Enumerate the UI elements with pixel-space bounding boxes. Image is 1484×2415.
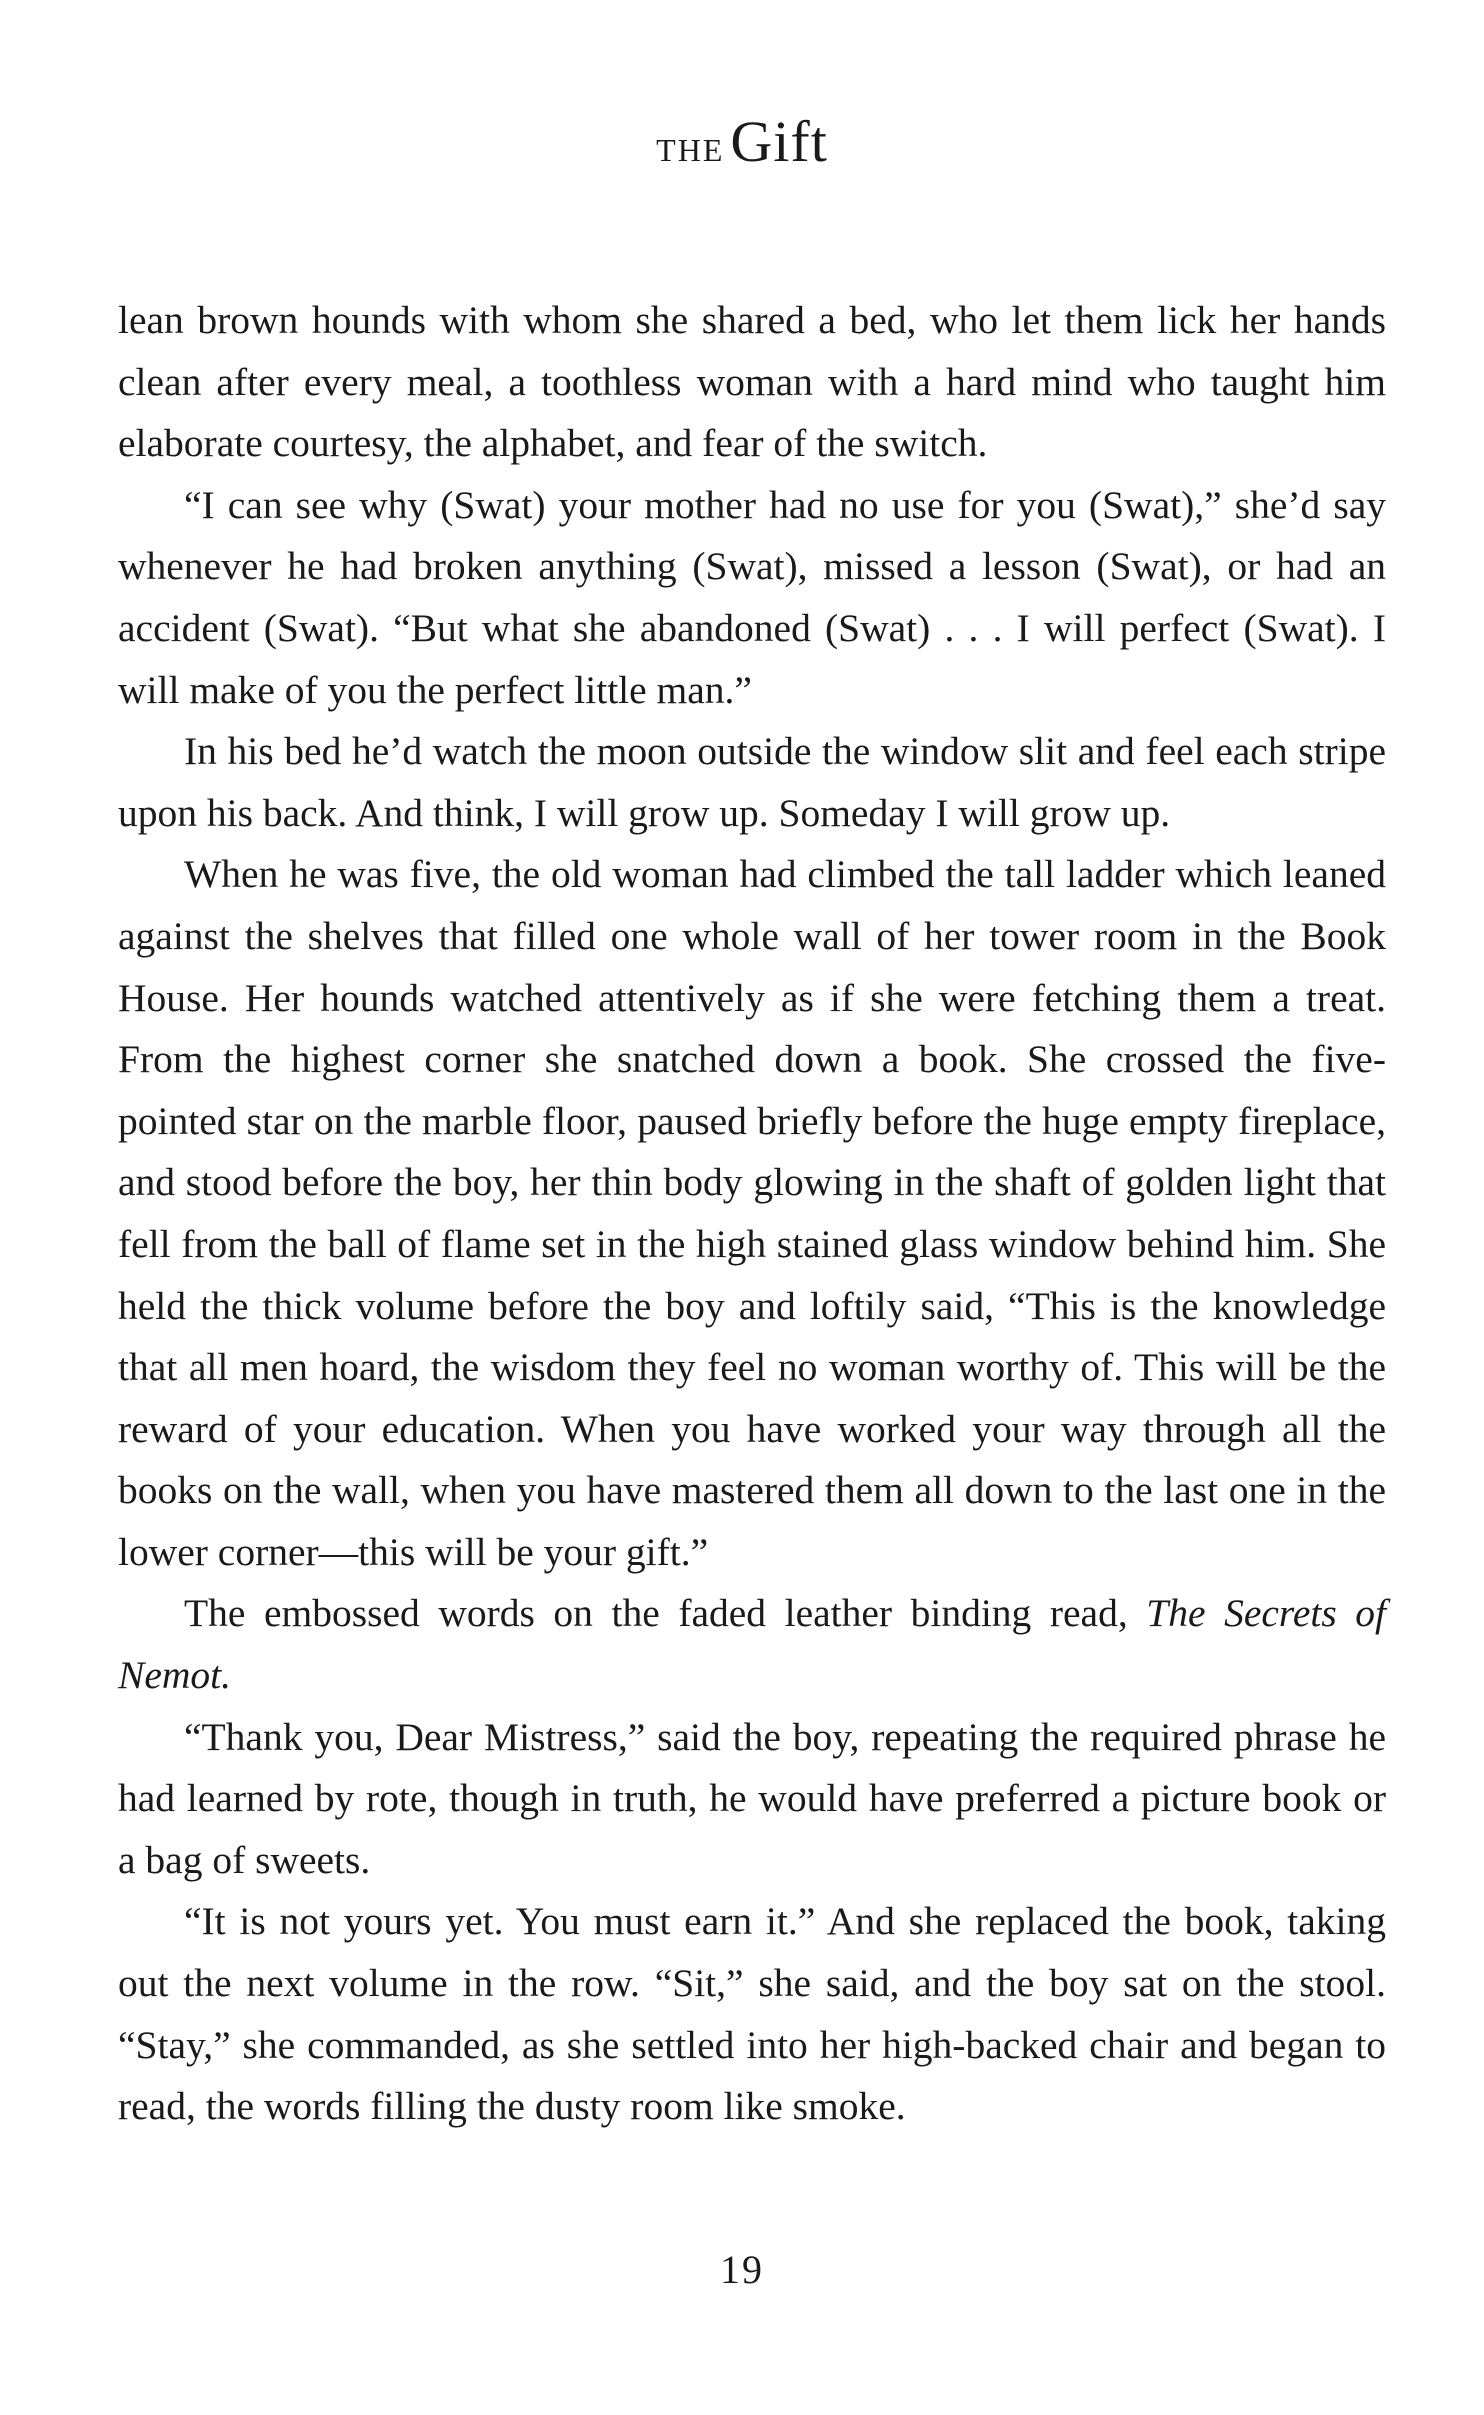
running-head	[0, 108, 1484, 175]
running-head-title: Gift	[730, 109, 828, 174]
paragraph-5-text: The embossed words on the faded leather binding read,	[184, 1591, 1147, 1636]
paragraph-2: “I can see why (Swat) your mother had no use for you (Swat),” she’d say whenever he had broken anything (Swat), missed a lesson (Swat), or had an accident (Swat). “But what she abandoned (Swat) . . . I will perfect (Swat). I will make of you the perfect little man.”	[118, 482, 1386, 712]
paragraph-3: In his bed he’d watch the moon outside the window slit and feel each stripe upon his back. And think, I will grow up. Someday I will grow up.	[118, 729, 1386, 835]
paragraph-1: lean brown hounds with whom she shared a bed, who let them lick her hands clean after every meal, a toothless woman with a hard mind who taught him elaborate courtesy, the alphabet, and fear of the switch.	[118, 298, 1386, 466]
running-head-prefix: THE	[656, 132, 725, 168]
book-title-italic: The Secrets of Nemot.	[118, 1591, 1386, 1698]
paragraph-6: “Thank you, Dear Mistress,” said the boy, repeating the required phrase he had learned by rote, though in truth, he would have preferred a picture book or a bag of sweets.	[118, 1714, 1386, 1882]
body-text	[118, 290, 1386, 2138]
paragraph-7: “It is not yours yet. You must earn it.” And she replaced the book, taking out the next volume in the row. “Sit,” she said, and the boy sat on the stool. “Stay,” she commanded, as she settled into her high-backed chair and began to read, the words filling the dusty room like smoke.	[118, 1899, 1386, 2129]
paragraph-5	[118, 1583, 1386, 1706]
paragraph-4: When he was five, the old woman had climbed the tall ladder which leaned against the shelves that filled one whole wall of her tower room in the Book House. Her hounds watched attentively as if she were fetching them a treat. From the highest corner she snatched down a book. She crossed the five-pointed star on the marble floor, paused briefly before the huge empty fireplace, and stood before the boy, her thin body glowing in the shaft of golden light that fell from the ball of flame set in the high stained glass window behind him. She held the thick volume before the boy and loftily said, “This is the knowledge that all men hoard, the wisdom they feel no woman worthy of. This will be the reward of your education. When you have worked your way through all the books on the wall, when you have mastered them all down to the last one in the lower corner—this will be your gift.”	[118, 852, 1386, 1574]
page-number: 19	[720, 2247, 764, 2292]
